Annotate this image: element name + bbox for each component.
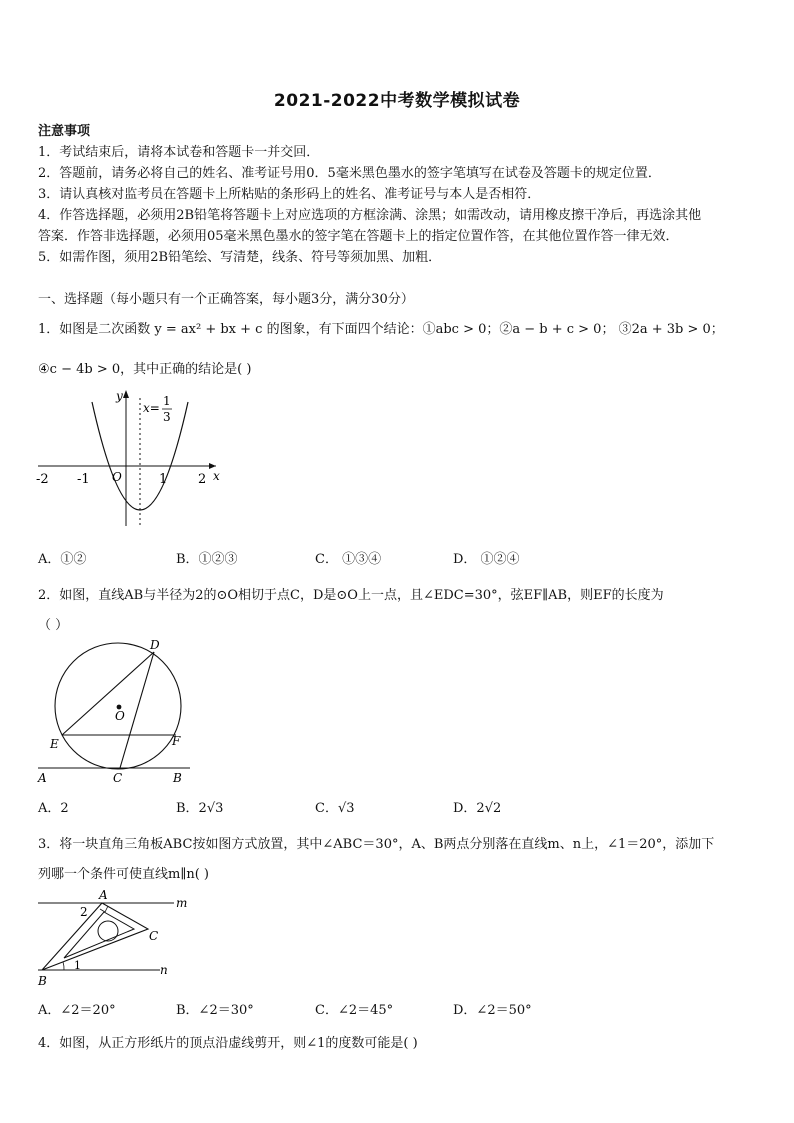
symmetry-label: x= <box>143 401 160 415</box>
label-f: F <box>172 734 181 748</box>
label-b: B <box>38 974 47 988</box>
q2-stem-cont: （ ） <box>38 618 69 633</box>
label-m: m <box>176 896 188 910</box>
frac-denominator: 3 <box>163 410 171 424</box>
q1-parabola-figure <box>30 386 230 534</box>
label-a: A <box>38 771 47 785</box>
q3-option-a[interactable]: A．∠2＝20° <box>38 1003 116 1018</box>
q4-stem: 4．如图，从正方形纸片的顶点沿虚线剪开，则∠1的度数可能是( ) <box>38 1036 418 1051</box>
label-n: n <box>160 963 168 977</box>
y-axis-arrow <box>123 390 129 398</box>
q2-circle-figure <box>30 636 200 786</box>
origin-label: O <box>112 470 122 484</box>
q3-stem: 3．将一块直角三角板ABC按如图方式放置，其中∠ABC＝30°，A、B两点分别落在直线m、n上，∠1＝20°，添加下 <box>38 837 715 852</box>
notice-item-5: 5．如需作图，须用2B铅笔绘、写清楚，线条、符号等须加黑、加粗． <box>38 250 442 265</box>
tick-label-2: 2 <box>198 472 207 487</box>
q1-option-d[interactable]: D． ①②④ <box>453 552 520 567</box>
notice-item-3: 3．请认真核对监考员在答题卡上所粘贴的条形码上的姓名、准考证号与本人是否相符． <box>38 187 541 202</box>
page-title: 2021-2022中考数学模拟试卷 <box>273 91 521 111</box>
q2-option-c[interactable]: C．√3 <box>315 801 355 816</box>
right-angle-mark <box>100 906 108 912</box>
q2-option-d[interactable]: D．2√2 <box>453 801 502 816</box>
label-e: E <box>50 737 59 751</box>
q1-option-c[interactable]: C． ①③④ <box>315 552 382 567</box>
label-o: O <box>115 709 125 723</box>
label-c: C <box>149 929 159 943</box>
label-b: B <box>173 771 182 785</box>
tick-label-1: 1 <box>159 472 168 487</box>
angle-1-arc <box>63 962 64 970</box>
q1-stem: 1．如图是二次函数 y = ax² + bx + c 的图象，有下面四个结论：①abc > 0；②a − b + c > 0； ③2a + 3b > 0； <box>38 322 724 337</box>
tick-label-neg2: -2 <box>36 472 49 487</box>
notice-item-4-cont: 答案．作答非选择题，必须用05毫米黑色墨水的签字笔在答题卡上的指定位置作答，在其他位置作答一律无效． <box>38 229 679 244</box>
q2-option-a[interactable]: A．2 <box>38 801 69 816</box>
section-heading: 一、选择题（每小题只有一个正确答案，每小题3分，满分30分） <box>38 292 414 307</box>
notice-item-1: 1．考试结束后，请将本试卷和答题卡一并交回． <box>38 145 320 160</box>
frac-numerator: 1 <box>163 394 171 408</box>
notice-item-2: 2．答题前，请务必将自己的姓名、准考证号用0．5毫米黑色墨水的签字笔填写在试卷及答题卡的规定位置． <box>38 166 661 181</box>
notice-item-4: 4．作答选择题，必须用2B铅笔将答题卡上对应选项的方框涂满、涂黑；如需改动，请用橡皮擦干净后，再选涂其他 <box>38 208 702 223</box>
q3-triangle-figure <box>34 886 194 990</box>
tick-label-neg1: -1 <box>77 472 90 487</box>
segment-ed <box>62 652 154 735</box>
label-d: D <box>150 638 160 652</box>
q2-option-b[interactable]: B．2√3 <box>176 801 224 816</box>
q3-option-d[interactable]: D．∠2＝50° <box>453 1003 532 1018</box>
notice-heading: 注意事项 <box>38 124 91 139</box>
q1-option-a[interactable]: A．①② <box>38 552 87 567</box>
label-c: C <box>113 771 123 785</box>
segment-dc <box>120 652 154 768</box>
y-label: y <box>116 389 123 403</box>
q2-stem: 2．如图，直线AB与半径为2的⊙O相切于点C，D是⊙O上一点，且∠EDC=30°，弦EF∥AB，则EF的长度为 <box>38 588 664 603</box>
label-a: A <box>99 888 108 902</box>
q3-option-c[interactable]: C．∠2＝45° <box>315 1003 394 1018</box>
q1-stem-cont: ④c − 4b > 0，其中正确的结论是( ) <box>38 362 252 377</box>
q1-option-b[interactable]: B．①②③ <box>176 552 238 567</box>
triangle-hole <box>98 921 118 941</box>
q3-option-b[interactable]: B．∠2＝30° <box>176 1003 254 1018</box>
x-label: x <box>213 469 220 483</box>
q3-stem-cont: 列哪一个条件可使直线m∥n( ) <box>38 867 209 882</box>
label-2: 2 <box>80 905 88 919</box>
label-1: 1 <box>74 959 81 972</box>
triangle-outer <box>42 903 148 970</box>
